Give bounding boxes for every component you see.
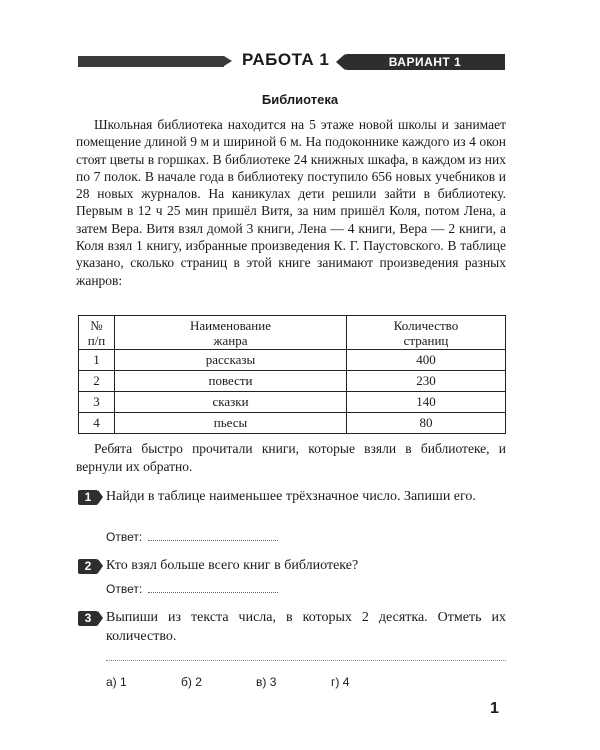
table-row — [79, 350, 506, 371]
task-2-answer-label: Ответ: — [106, 582, 143, 596]
genres-table — [78, 315, 506, 434]
after-table-text: Ребята быстро прочитали книги, которые взяли в библиотеке, и вернули их обратно. — [76, 441, 506, 474]
row-pages: 80 — [347, 413, 506, 434]
section-title: Библиотека — [261, 92, 339, 107]
header-pages-line2: страниц — [403, 332, 449, 348]
header-genre — [115, 316, 347, 350]
row-genre: рассказы — [115, 350, 347, 371]
task-2-badge: 2 — [78, 559, 98, 574]
row-num: 2 — [79, 371, 115, 392]
row-pages: 140 — [347, 392, 506, 413]
task-3-badge: 3 — [78, 611, 98, 626]
header-num-line2: п/п — [87, 332, 106, 348]
table-header-row — [79, 316, 506, 350]
row-pages: 400 — [347, 350, 506, 371]
row-num: 1 — [79, 350, 115, 371]
task-1-answer — [106, 530, 278, 544]
task-1-text: Найди в таблице наименьшее трёхзначное число. Запиши его. — [106, 489, 476, 504]
task-3-text: Выпиши из текста числа, в которых 2 десятка. Отметь их количество. — [106, 610, 506, 644]
task-1-answer-label: Ответ: — [106, 530, 143, 544]
option-d[interactable]: г) 4 — [331, 675, 350, 689]
work-title: РАБОТА 1 — [242, 50, 330, 69]
table-row — [79, 413, 506, 434]
header-num-line1: № — [90, 317, 103, 333]
header-decor-bar — [78, 56, 224, 67]
header-pages-line1: Количество — [393, 317, 459, 333]
task-2-answer — [106, 582, 278, 596]
task-2-text: Кто взял больше всего книг в библиотеке? — [106, 558, 359, 573]
header-genre-line2: жанра — [213, 332, 248, 348]
header-pages — [347, 316, 506, 350]
table-row — [79, 392, 506, 413]
row-num: 4 — [79, 413, 115, 434]
header-num — [79, 316, 115, 350]
row-num: 3 — [79, 392, 115, 413]
task-1-badge: 1 — [78, 490, 98, 505]
story-text: Школьная библиотека находится на 5 этаже новой школы и занимает помещение длиной 9 м и шириной 6 м. На подоконнике каждого из 4 окон стоят цветы в горшках. В библиотеке 24 книжных шкафа, в каждом из них по 7 полок. В начале года в библиотеку поступило 656 новых учебников и 28 новых журналов. На каникулах дети решили зайти в библиотеку. Первым в 12 ч 25 мин пришёл Витя, за ним пришёл Коля, потом Лена, а затем Вера. Витя взял домой 3 книги, Лена — 4 книги, Вера — 2 книги, а Коля взял 1 книгу, избранные произведения К. Г. Паустовского. В таблице указано, сколько страниц в этой книге занимают произведения разных жанров: — [76, 117, 506, 288]
row-genre: сказки — [115, 392, 347, 413]
option-b[interactable]: б) 2 — [181, 675, 202, 689]
task-3-answer-line[interactable] — [106, 660, 506, 661]
option-a[interactable]: а) 1 — [106, 675, 127, 689]
task-1-answer-field[interactable] — [148, 540, 278, 541]
task-2-answer-field[interactable] — [148, 592, 278, 593]
variant-badge: ВАРИАНТ 1 — [345, 54, 505, 70]
row-pages: 230 — [347, 371, 506, 392]
row-genre: пьесы — [115, 413, 347, 434]
task-3-options — [106, 675, 406, 689]
header-genre-line1: Наименование — [190, 317, 271, 333]
page-number: 1 — [490, 700, 499, 717]
table-row — [79, 371, 506, 392]
option-c[interactable]: в) 3 — [256, 675, 277, 689]
row-genre: повести — [115, 371, 347, 392]
